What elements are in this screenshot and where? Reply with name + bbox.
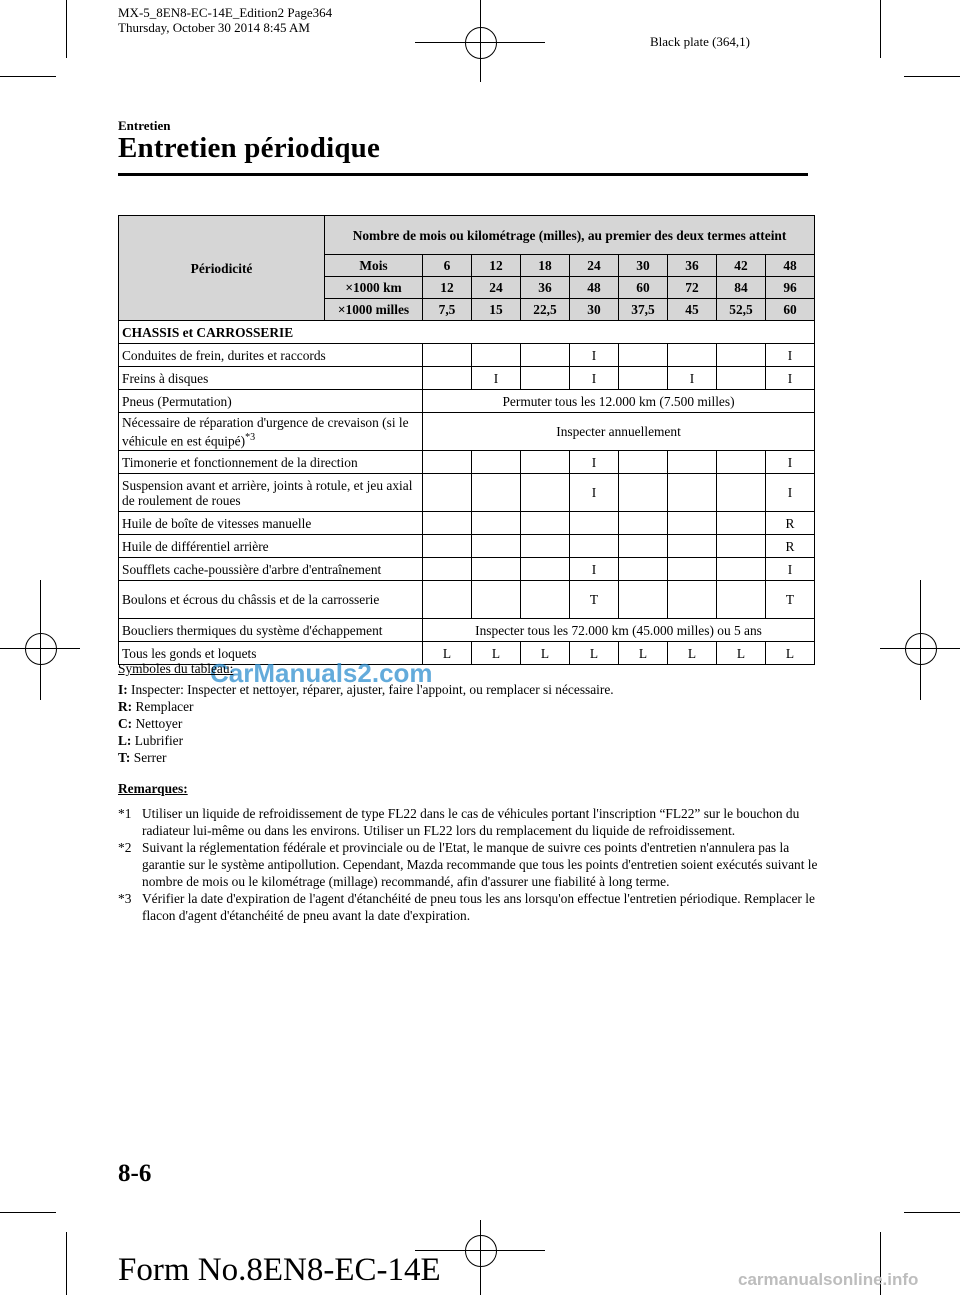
note-text: Utiliser un liquide de refroidissement de type FL22 dans le cas de véhicules portant l'inscription “FL22” sur le bouchon du radiateur lui-même ou dans les environs. Utiliser un FL22 lors du remplacement du liquide de refroidissement.: [142, 806, 800, 838]
legend-heading: Symboles du tableau:: [118, 661, 234, 676]
interval-value: 52,5: [717, 299, 766, 321]
interval-value: 22,5: [521, 299, 570, 321]
schedule-cell: L: [423, 642, 472, 665]
schedule-cell: [668, 344, 717, 367]
interval-value: 36: [668, 255, 717, 277]
note-item: [118, 805, 818, 839]
schedule-cell: [619, 558, 668, 581]
interval-value: 12: [423, 277, 472, 299]
interval-value: 42: [717, 255, 766, 277]
interval-value: 24: [472, 277, 521, 299]
schedule-cell: [472, 474, 521, 512]
schedule-cell: L: [717, 642, 766, 665]
interval-value: 45: [668, 299, 717, 321]
table-row: [119, 390, 815, 413]
table-row: [119, 367, 815, 390]
schedule-cell: [423, 344, 472, 367]
form-number: Form No.8EN8-EC-14E: [118, 1252, 441, 1288]
schedule-cell: [619, 581, 668, 619]
schedule-cell: [717, 344, 766, 367]
section-label: Entretien: [118, 118, 171, 133]
interval-label: ×1000 milles: [325, 299, 423, 321]
schedule-cell: I: [766, 367, 815, 390]
schedule-cell: R: [766, 535, 815, 558]
table-header-row: [119, 216, 815, 255]
symbols-legend: [118, 660, 818, 766]
table-row: [119, 344, 815, 367]
schedule-cell: I: [570, 451, 619, 474]
schedule-cell: [521, 581, 570, 619]
interval-note: Permuter tous les 12.000 km (7.500 milles): [423, 390, 815, 413]
schedule-cell: [619, 451, 668, 474]
schedule-cell: L: [521, 642, 570, 665]
schedule-cell: L: [766, 642, 815, 665]
schedule-cell: [472, 512, 521, 535]
schedule-cell: I: [472, 367, 521, 390]
table-row: [119, 413, 815, 451]
interval-value: 30: [570, 299, 619, 321]
maintenance-schedule-table: [118, 215, 815, 665]
interval-value: 37,5: [619, 299, 668, 321]
schedule-cell: [717, 451, 766, 474]
legend-text: Nettoyer: [132, 716, 183, 731]
table-row: [119, 535, 815, 558]
schedule-cell: [521, 512, 570, 535]
schedule-cell: [619, 535, 668, 558]
schedule-cell: [472, 344, 521, 367]
print-header-line2: Thursday, October 30 2014 8:45 AM: [118, 20, 310, 35]
schedule-cell: [472, 558, 521, 581]
interval-value: 18: [521, 255, 570, 277]
schedule-cell: [668, 581, 717, 619]
item-label: Conduites de frein, durites et raccords: [119, 344, 423, 367]
interval-label: Mois: [325, 255, 423, 277]
item-label: Suspension avant et arrière, joints à rotule, et jeu axial de roulement de roues: [119, 474, 423, 512]
schedule-cell: [619, 344, 668, 367]
schedule-cell: [717, 535, 766, 558]
print-header: [118, 5, 332, 35]
schedule-cell: I: [766, 344, 815, 367]
table-row: [119, 512, 815, 535]
schedule-cell: [619, 512, 668, 535]
schedule-cell: R: [766, 512, 815, 535]
legend-item: [118, 715, 818, 732]
item-label: Timonerie et fonctionnement de la direction: [119, 451, 423, 474]
item-label: Tous les gonds et loquets: [119, 642, 423, 665]
table-row: [119, 581, 815, 619]
schedule-cell: I: [766, 558, 815, 581]
note-number: *2: [118, 840, 132, 855]
remarks: [118, 780, 818, 924]
schedule-cell: [521, 474, 570, 512]
schedule-cell: [717, 474, 766, 512]
legend-key: L:: [118, 733, 132, 748]
schedule-cell: I: [766, 474, 815, 512]
interval-value: 6: [423, 255, 472, 277]
table-row: [119, 619, 815, 642]
schedule-cell: [423, 451, 472, 474]
schedule-cell: [668, 558, 717, 581]
legend-key: T:: [118, 750, 131, 765]
schedule-cell: [472, 581, 521, 619]
site-watermark: carmanualsonline.info: [738, 1270, 919, 1289]
interval-header: Nombre de mois ou kilométrage (milles), au premier des deux termes atteint: [325, 216, 815, 255]
note-text: Suivant la réglementation fédérale et provinciale ou de l'Etat, le manque de suivre ces points d'entretien n'annulera pas la garantie sur le système antipollution. Cependant, Mazda recommande que tous les points d'entretien soient exécutés suivant le nombre de mois ou le kilométrage (millage) recommandé, afin d'assurer une fiabilité à long terme.: [142, 840, 818, 889]
interval-value: 24: [570, 255, 619, 277]
legend-key: C:: [118, 716, 133, 731]
legend-item: [118, 732, 818, 749]
interval-note: Inspecter annuellement: [423, 413, 815, 451]
category-row: [119, 321, 815, 344]
interval-value: 36: [521, 277, 570, 299]
schedule-cell: [717, 581, 766, 619]
interval-value: 72: [668, 277, 717, 299]
interval-value: 60: [619, 277, 668, 299]
title-rule: [118, 173, 808, 176]
page-title: Entretien périodique: [118, 132, 381, 164]
legend-item: [118, 749, 818, 766]
black-plate-label: Black plate (364,1): [650, 34, 750, 49]
legend-text: Lubrifier: [131, 733, 184, 748]
table-row: [119, 558, 815, 581]
item-label: Boucliers thermiques du système d'échappement: [119, 619, 423, 642]
legend-key: I:: [118, 682, 128, 697]
schedule-cell: I: [570, 558, 619, 581]
schedule-cell: T: [766, 581, 815, 619]
schedule-cell: I: [570, 474, 619, 512]
legend-item: [118, 698, 818, 715]
schedule-cell: [521, 451, 570, 474]
schedule-cell: [423, 474, 472, 512]
schedule-cell: [717, 367, 766, 390]
legend-text: Inspecter: Inspecter et nettoyer, réparer, ajuster, faire l'appoint, ou remplacer si nécessaire.: [127, 682, 614, 697]
schedule-cell: [619, 367, 668, 390]
schedule-cell: [521, 344, 570, 367]
legend-item: [118, 681, 818, 698]
interval-label: ×1000 km: [325, 277, 423, 299]
schedule-cell: I: [570, 367, 619, 390]
schedule-cell: [521, 558, 570, 581]
item-label: Soufflets cache-poussière d'arbre d'entraînement: [119, 558, 423, 581]
schedule-cell: [423, 367, 472, 390]
item-label: Nécessaire de réparation d'urgence de crevaison (si le véhicule en est équipé)$^{*3}$: [119, 413, 423, 451]
interval-value: 48: [570, 277, 619, 299]
schedule-cell: L: [668, 642, 717, 665]
note-item: [118, 839, 818, 890]
item-label: Pneus (Permutation): [119, 390, 423, 413]
footnote-ref: *3: [245, 431, 256, 443]
schedule-cell: [668, 474, 717, 512]
interval-value: 84: [717, 277, 766, 299]
schedule-cell: I: [668, 367, 717, 390]
schedule-cell: L: [619, 642, 668, 665]
remarks-heading: Remarques:: [118, 781, 188, 796]
schedule-cell: L: [472, 642, 521, 665]
schedule-cell: [521, 535, 570, 558]
schedule-cell: I: [570, 344, 619, 367]
legend-key: R:: [118, 699, 133, 714]
schedule-cell: [717, 512, 766, 535]
item-label: Freins à disques: [119, 367, 423, 390]
schedule-cell: T: [570, 581, 619, 619]
schedule-cell: [668, 512, 717, 535]
schedule-cell: [668, 451, 717, 474]
schedule-cell: [423, 512, 472, 535]
page-number: 8-6: [118, 1160, 152, 1187]
interval-value: 48: [766, 255, 815, 277]
category-label: CHASSIS et CARROSSERIE: [119, 321, 815, 344]
interval-value: 7,5: [423, 299, 472, 321]
note-number: *1: [118, 806, 132, 821]
item-label: Boulons et écrous du châssis et de la carrosserie: [119, 581, 423, 619]
schedule-cell: [423, 558, 472, 581]
legend-text: Serrer: [130, 750, 167, 765]
table-row: [119, 451, 815, 474]
interval-value: 12: [472, 255, 521, 277]
note-item: [118, 890, 818, 924]
interval-value: 60: [766, 299, 815, 321]
interval-value: 96: [766, 277, 815, 299]
periodicite-header: Périodicité: [119, 216, 325, 321]
schedule-cell: [423, 581, 472, 619]
item-label: Huile de boîte de vitesses manuelle: [119, 512, 423, 535]
interval-value: 15: [472, 299, 521, 321]
print-header-line1: MX-5_8EN8-EC-14E_Edition2 Page364: [118, 5, 333, 20]
schedule-cell: [423, 535, 472, 558]
note-number: *3: [118, 891, 132, 906]
schedule-cell: [570, 535, 619, 558]
schedule-cell: [570, 512, 619, 535]
schedule-cell: [717, 558, 766, 581]
item-label: Huile de différentiel arrière: [119, 535, 423, 558]
interval-note: Inspecter tous les 72.000 km (45.000 milles) ou 5 ans: [423, 619, 815, 642]
schedule-cell: [472, 451, 521, 474]
note-text: Vérifier la date d'expiration de l'agent d'étanchéité de pneu tous les ans lorsqu'on effectue l'entretien périodique. Remplacer le flacon d'agent d'étanchéité de pneu avant la date d'expiration.: [142, 891, 815, 923]
legend-text: Remplacer: [132, 699, 194, 714]
watermark: CarManuals2.com: [210, 658, 433, 688]
schedule-cell: [472, 535, 521, 558]
table-row: [119, 474, 815, 512]
schedule-cell: I: [766, 451, 815, 474]
schedule-cell: [668, 535, 717, 558]
interval-value: 30: [619, 255, 668, 277]
schedule-cell: [521, 367, 570, 390]
schedule-cell: [619, 474, 668, 512]
schedule-cell: L: [570, 642, 619, 665]
